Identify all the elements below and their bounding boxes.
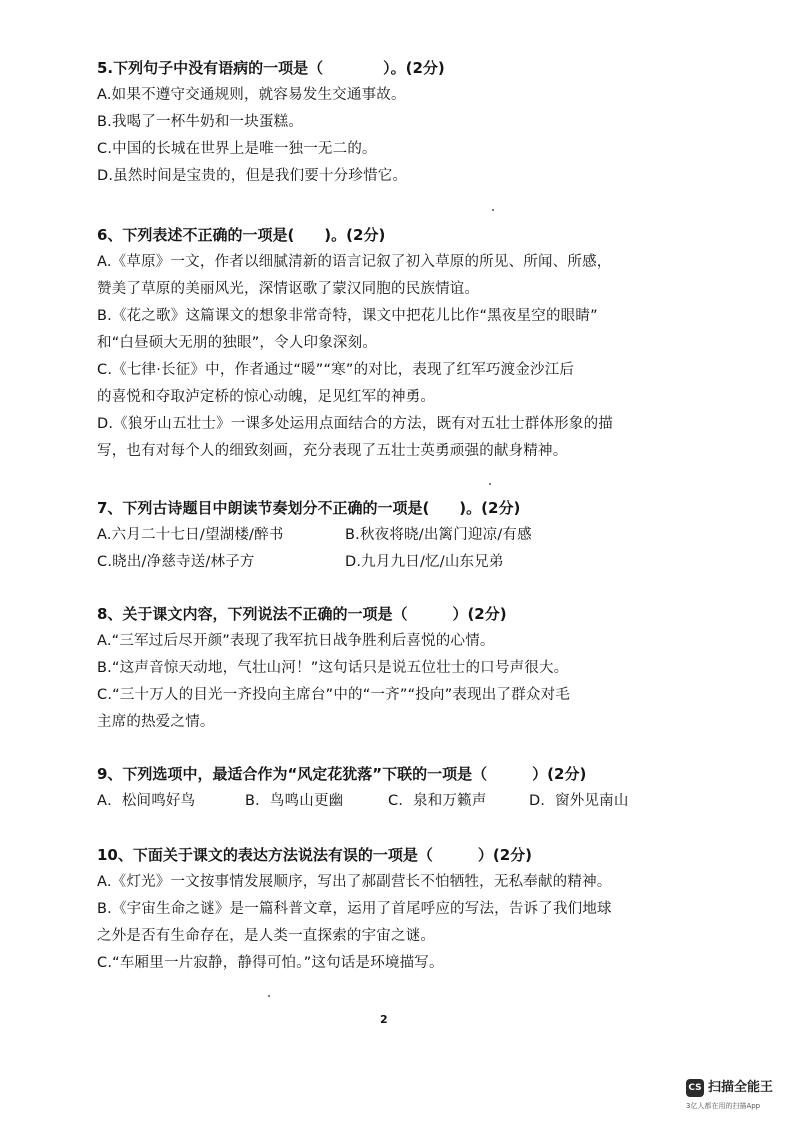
question-9-stem: 9、下列选项中，最适合作为“风定花犹落”下联的一项是（ ）(2分) xyxy=(97,765,587,783)
question-5 xyxy=(97,58,697,193)
question-10-option-b: B.《宇宙生命之谜》是一篇科普文章，运用了首尾呼应的写法，告诉了我们地球 xyxy=(97,901,612,917)
question-5-stem: 5.下列句子中没有语病的一项是（ ）。(2分) xyxy=(97,59,445,77)
question-10-stem: 10、下面关于课文的表达方法说法有误的一项是（ ）(2分) xyxy=(97,846,533,864)
question-8-option-b: B.“这声音惊天动地，气壮山河！”这句话只是说五位壮士的口号声很大。 xyxy=(97,660,569,676)
question-6-stem: 6、下列表述不正确的一项是( )。(2分) xyxy=(97,226,386,244)
question-6-line: 赞美了草原的美丽风光，深情讴歌了蒙汉同胞的民族情谊。 xyxy=(97,281,480,297)
question-7-option-d: D.九月九日/忆/山东兄弟 xyxy=(345,554,504,570)
scanner-watermark xyxy=(686,1079,786,1115)
question-8-option-c-cont: 主席的热爱之情。 xyxy=(97,714,215,730)
question-9-option-d: D．窗外见南山 xyxy=(529,793,629,809)
scan-speck xyxy=(489,483,491,485)
question-7-options-row xyxy=(97,525,697,545)
question-9-option-b: B．鸟鸣山更幽 xyxy=(245,793,344,809)
question-9-options-row xyxy=(97,791,697,811)
question-5-option-d: D.虽然时间是宝贵的，但是我们要十分珍惜它。 xyxy=(97,168,408,184)
watermark-app-name: 扫描全能王 xyxy=(708,1080,774,1095)
question-7-option-b: B.秋夜将晓/出篱门迎凉/有感 xyxy=(345,527,532,543)
question-10-option-c: C.“车厢里一片寂静，静得可怕。”这句话是环境描写。 xyxy=(97,955,444,971)
question-8 xyxy=(97,604,697,739)
question-6 xyxy=(97,225,697,468)
question-6-line: 和“白昼硕大无朋的独眼”，令人印象深刻。 xyxy=(97,335,378,351)
question-5-option-b: B.我喝了一杯牛奶和一块蛋糕。 xyxy=(97,114,304,130)
question-6-line: 写，也有对每个人的细致刻画，充分表现了五壮士英勇顽强的献身精神。 xyxy=(97,443,568,459)
question-6-line: A.《草原》一文，作者以细腻清新的语言记叙了初入草原的所见、所闻、所感， xyxy=(97,254,612,270)
question-8-stem: 8、关于课文内容，下列说法不正确的一项是（ ）(2分) xyxy=(97,605,507,623)
watermark-tagline: 3亿人都在用的扫描App xyxy=(686,1102,761,1110)
question-7-options-row xyxy=(97,552,697,572)
question-7-option-a: A.六月二十七日/望湖楼/醉书 xyxy=(97,527,284,543)
scan-speck xyxy=(492,209,494,211)
question-9-option-a: A．松间鸣好鸟 xyxy=(97,793,196,809)
question-5-option-a: A.如果不遵守交通规则，就容易发生交通事故。 xyxy=(97,87,406,103)
question-7 xyxy=(97,498,697,579)
question-6-line: D.《狼牙山五壮士》一课多处运用点面结合的方法，既有对五壮士群体形象的描 xyxy=(97,416,613,432)
question-10-option-b-cont: 之外是否有生命存在，是人类一直探索的宇宙之谜。 xyxy=(97,928,436,944)
question-7-stem: 7、下列古诗题目中朗读节奏划分不正确的一项是( )。(2分) xyxy=(97,499,521,517)
question-9-option-c: C．泉和万籁声 xyxy=(388,793,487,809)
question-10-option-a: A.《灯光》一文按事情发展顺序，写出了郝副营长不怕牺牲，无私奉献的精神。 xyxy=(97,874,612,890)
question-8-option-c: C.“三十万人的目光一齐投向主席台”中的“一齐”“投向”表现出了群众对毛 xyxy=(97,687,571,703)
question-8-option-a: A.“三军过后尽开颜”表现了我军抗日战争胜利后喜悦的心情。 xyxy=(97,633,495,649)
question-5-option-c: C.中国的长城在世界上是唯一独一无二的。 xyxy=(97,141,377,157)
question-9 xyxy=(97,764,697,818)
question-6-line: C.《七律·长征》中，作者通过“暖”“寒”的对比，表现了红军巧渡金沙江后 xyxy=(97,362,575,378)
question-6-line: B.《花之歌》这篇课文的想象非常奇特，课文中把花儿比作“黑夜星空的眼睛” xyxy=(97,308,598,324)
page-number: 2 xyxy=(380,1013,388,1026)
question-6-line: 的喜悦和夺取泸定桥的惊心动魄，足见红军的神勇。 xyxy=(97,389,436,405)
question-7-option-c: C.晓出/净慈寺送/林子方 xyxy=(97,554,255,570)
question-10 xyxy=(97,845,697,980)
scan-speck xyxy=(268,995,270,997)
camscanner-logo-icon: CS xyxy=(686,1079,704,1097)
